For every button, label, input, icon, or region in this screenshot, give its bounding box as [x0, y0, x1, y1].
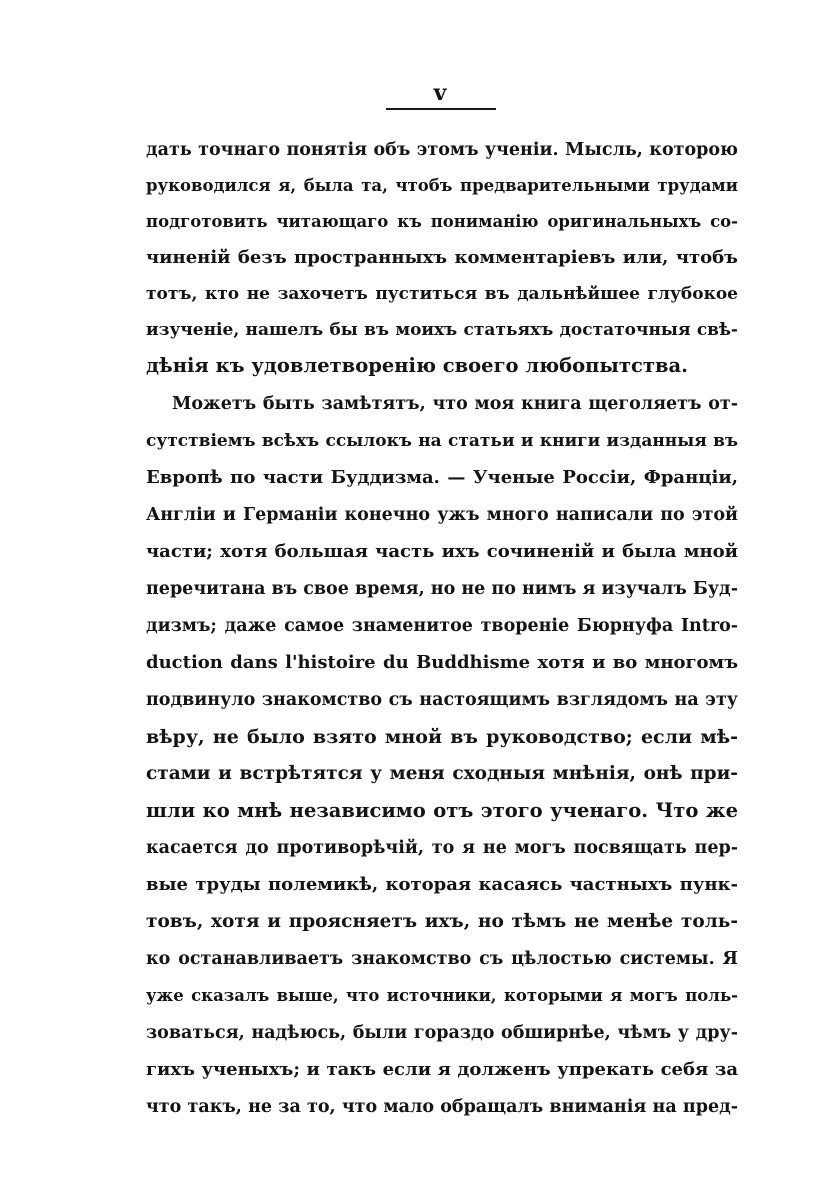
text-line: дать точнаго понятія объ этомъ ученіи. Мысль, которою	[146, 140, 738, 160]
text-line: дизмъ; даже самое знаменитое твореніе Бюрнуфа Intro-	[146, 616, 738, 636]
text-line: вѣру, не было взято мной въ руководство; если мѣ-	[146, 726, 738, 748]
text-line: ко останавливаетъ знакомство съ цѣлостью системы. Я	[146, 949, 738, 969]
text-line: чиненій безъ пространныхъ комментаріевъ или, чтобъ	[146, 247, 738, 268]
text-line: уже сказалъ выше, что источники, которыми я могъ поль-	[146, 986, 738, 1005]
text-line: Европѣ по части Буддизма. — Ученые Россіи, Франціи,	[146, 467, 738, 488]
text-line: части; хотя большая часть ихъ сочиненій и была мной	[146, 541, 738, 562]
text-line: что такъ, не за то, что мало обращалъ вниманія на пред-	[146, 1097, 738, 1117]
text-line: Англіи и Германіи конечно ужъ много написали по этой	[146, 505, 738, 525]
text-line: тотъ, кто не захочетъ пуститься въ дальнѣйшее глубокое	[146, 284, 738, 304]
text-line: Можетъ быть замѣтятъ, что моя книга щеголяетъ от-	[172, 394, 738, 414]
text-line: руководился я, была та, чтобъ предварительными трудами	[146, 176, 738, 195]
page-number: v	[433, 80, 447, 106]
header-rule	[386, 108, 496, 110]
text-line: подготовить читающаго къ пониманію оригинальныхъ со-	[146, 212, 738, 231]
text-line: шли ко мнѣ независимо отъ этого ученаго. Что же	[146, 799, 738, 822]
text-line: стами и встрѣтятся у меня сходныя мнѣнія, онѣ при-	[146, 763, 738, 784]
text-line: подвинуло знакомство съ настоящимъ взглядомъ на эту	[146, 690, 738, 710]
text-line: вые труды полемикѣ, которая касаясь частныхъ пунк-	[146, 874, 738, 895]
text-line: касается до противорѣчій, то я не могъ посвящать пер-	[146, 838, 738, 858]
text-line: перечитана въ свое время, но не по нимъ я изучалъ Буд-	[146, 579, 738, 599]
text-line: гихъ ученыхъ; и такъ если я долженъ упрекать себя за	[146, 1059, 738, 1080]
text-line: дѣнія къ удовлетворенію своего любопытства.	[146, 354, 688, 377]
text-line: сутствіемъ всѣхъ ссылокъ на статьи и книги изданныя въ	[146, 431, 738, 451]
text-line: товъ, хотя и проясняетъ ихъ, но тѣмъ не менѣе толь-	[146, 911, 738, 932]
text-line: зоваться, надѣюсь, были гораздо обширнѣе, чѣмъ у дру-	[146, 1023, 738, 1043]
text-line: duction dans l'histoire du Buddhisme хотя и во многомъ	[146, 652, 738, 673]
text-line: изученіе, нашелъ бы въ моихъ статьяхъ достаточныя свѣ-	[146, 320, 738, 340]
